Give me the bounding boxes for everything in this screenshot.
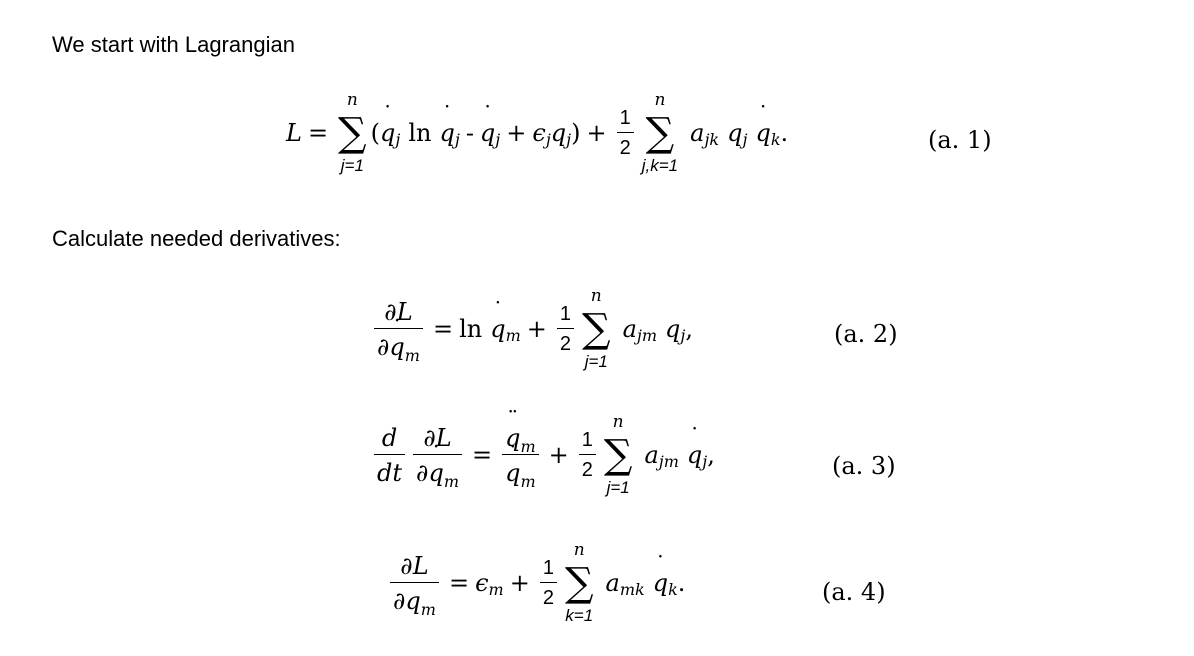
subscript-j: j <box>495 129 501 149</box>
equals-sign: = <box>432 315 454 343</box>
subscript-m: m <box>420 599 436 619</box>
subscript-m: m <box>520 471 536 491</box>
equation-a2 <box>370 288 693 370</box>
subscript-m: m <box>404 345 420 365</box>
subscript-mk: mk <box>619 579 645 599</box>
q-dot: ˙ q <box>755 119 770 147</box>
q-dot: ˙ q <box>653 569 668 597</box>
comma: , <box>685 315 693 343</box>
fraction-numerator: 1 <box>542 556 554 579</box>
sum-sign: ∑ <box>582 306 611 352</box>
sum-sign: ∑ <box>645 110 675 156</box>
subscript-jm: jm <box>658 451 679 471</box>
subscript-k: k <box>668 579 678 599</box>
fraction-denominator: 2 <box>557 328 574 356</box>
q-symbol: q <box>665 315 681 343</box>
right-paren: ) <box>571 119 581 147</box>
partial-L-over-partial-qdot-fraction <box>413 423 462 491</box>
partial-symbol: ∂ <box>393 586 406 615</box>
lagrangian-symbol: L <box>396 297 413 326</box>
ln-operator: ln <box>408 119 432 147</box>
fraction-numerator: d <box>381 423 398 452</box>
q-symbol: q <box>727 119 743 147</box>
q-dot: ˙ q <box>480 119 495 147</box>
epsilon-symbol: ϵ <box>532 119 546 147</box>
ln-operator: ln <box>459 315 483 343</box>
fraction-numerator: 1 <box>559 302 571 325</box>
fraction-denominator: 2 <box>617 132 634 160</box>
summation-k <box>565 542 594 624</box>
subscript-m: m <box>520 436 536 456</box>
sum-lower-limit: j,k=1 <box>641 156 679 175</box>
one-half-fraction <box>557 303 574 356</box>
fraction-denominator <box>390 582 439 619</box>
equation-number-a4: (a. 4) <box>822 578 886 606</box>
partial-symbol: ∂ <box>377 332 390 361</box>
q-dot: ˙ q <box>505 459 520 487</box>
sum-lower-limit: j=1 <box>584 352 608 371</box>
left-paren: ( <box>370 119 380 147</box>
one-half-fraction <box>540 557 557 610</box>
summation-j <box>604 414 633 496</box>
fraction-denominator <box>413 454 462 491</box>
plus-sign: + <box>586 119 607 147</box>
partial-L-over-partial-qdot-fraction <box>374 297 423 365</box>
subscript-j: j <box>680 325 686 345</box>
fraction-denominator: 2 <box>540 582 557 610</box>
sum-upper-limit: n <box>590 286 602 306</box>
q-symbol: q <box>405 586 421 615</box>
sum-upper-limit: n <box>346 90 358 110</box>
period: . <box>677 569 686 597</box>
q-dot: ˙ q <box>389 333 404 361</box>
fraction-numerator: 1 <box>581 428 593 451</box>
sum-upper-limit: n <box>654 90 666 110</box>
equals-sign: = <box>448 569 470 597</box>
subscript-m: m <box>488 579 504 599</box>
comma: , <box>707 441 715 469</box>
subscript-jk: jk <box>704 129 720 149</box>
equation-a4 <box>386 542 685 624</box>
one-half-fraction <box>617 107 634 160</box>
sum-lower-limit: k=1 <box>565 606 594 625</box>
minus-sign: - <box>465 119 474 147</box>
fraction-numerator: 1 <box>619 106 631 129</box>
plus-sign: + <box>506 119 527 147</box>
subscript-m: m <box>505 325 521 345</box>
fraction-denominator <box>374 328 423 365</box>
q-dot: ˙ q <box>687 441 702 469</box>
partial-symbol: ∂ <box>423 423 436 452</box>
lagrangian-symbol: L <box>435 423 452 452</box>
period: . <box>780 119 789 147</box>
equation-a3 <box>370 414 715 496</box>
fraction-denominator <box>502 454 539 491</box>
q-dot: ˙ q <box>439 119 454 147</box>
q-dot: ˙ q <box>380 119 395 147</box>
fraction-numerator <box>397 552 431 582</box>
lagrangian-symbol: L <box>412 551 429 580</box>
subscript-k: k <box>770 129 781 149</box>
sum-sign: ∑ <box>603 432 633 478</box>
q-dot: ˙ q <box>490 315 505 343</box>
sum-sign: ∑ <box>564 560 594 606</box>
fraction-denominator: 2 <box>579 454 596 482</box>
epsilon-symbol: ϵ <box>475 569 489 597</box>
subscript-j: j <box>702 451 708 471</box>
q-double-dot: ¨ q <box>505 424 520 452</box>
q-dot: ˙ q <box>428 459 443 487</box>
a-symbol: a <box>605 569 620 597</box>
partial-symbol: ∂ <box>400 551 413 580</box>
one-half-fraction <box>579 429 596 482</box>
a-symbol: a <box>690 119 705 147</box>
plus-sign: + <box>509 569 530 597</box>
subscript-j: j <box>742 129 748 149</box>
intro-text: We start with Lagrangian <box>52 32 295 57</box>
subscript-j: j <box>566 129 572 149</box>
equation-number-a3: (a. 3) <box>832 452 896 480</box>
summation-j <box>338 92 367 174</box>
d-over-dt-fraction <box>374 424 405 487</box>
subscript-jm: jm <box>636 325 658 345</box>
a-symbol: a <box>622 315 637 343</box>
fraction-denominator: dt <box>374 454 405 487</box>
sum-upper-limit: n <box>573 540 585 560</box>
equation-a1 <box>286 92 788 174</box>
partial-L-over-partial-q-fraction <box>390 551 439 619</box>
sum-lower-limit: j=1 <box>340 156 364 175</box>
subscript-j: j <box>395 129 401 149</box>
subscript-j: j <box>545 129 551 149</box>
equation-number-a2: (a. 2) <box>834 320 898 348</box>
plus-sign: + <box>526 315 547 343</box>
equation-number-a1: (a. 1) <box>928 126 992 154</box>
summation-jk <box>642 92 678 174</box>
partial-symbol: ∂ <box>416 458 429 487</box>
subscript-j: j <box>454 129 460 149</box>
plus-sign: + <box>548 441 569 469</box>
derivatives-text: Calculate needed derivatives: <box>52 226 341 251</box>
lagrangian-symbol: L <box>286 119 302 147</box>
qddot-over-qdot-fraction <box>502 423 539 491</box>
subscript-m: m <box>443 471 459 491</box>
sum-lower-limit: j=1 <box>606 478 630 497</box>
equals-sign: = <box>307 119 329 147</box>
summation-j <box>582 288 611 370</box>
q-symbol: q <box>550 119 567 147</box>
a-symbol: a <box>644 441 659 469</box>
sum-upper-limit: n <box>612 412 624 432</box>
equals-sign: = <box>471 441 493 469</box>
partial-symbol: ∂ <box>384 297 397 326</box>
sum-sign: ∑ <box>338 110 367 156</box>
